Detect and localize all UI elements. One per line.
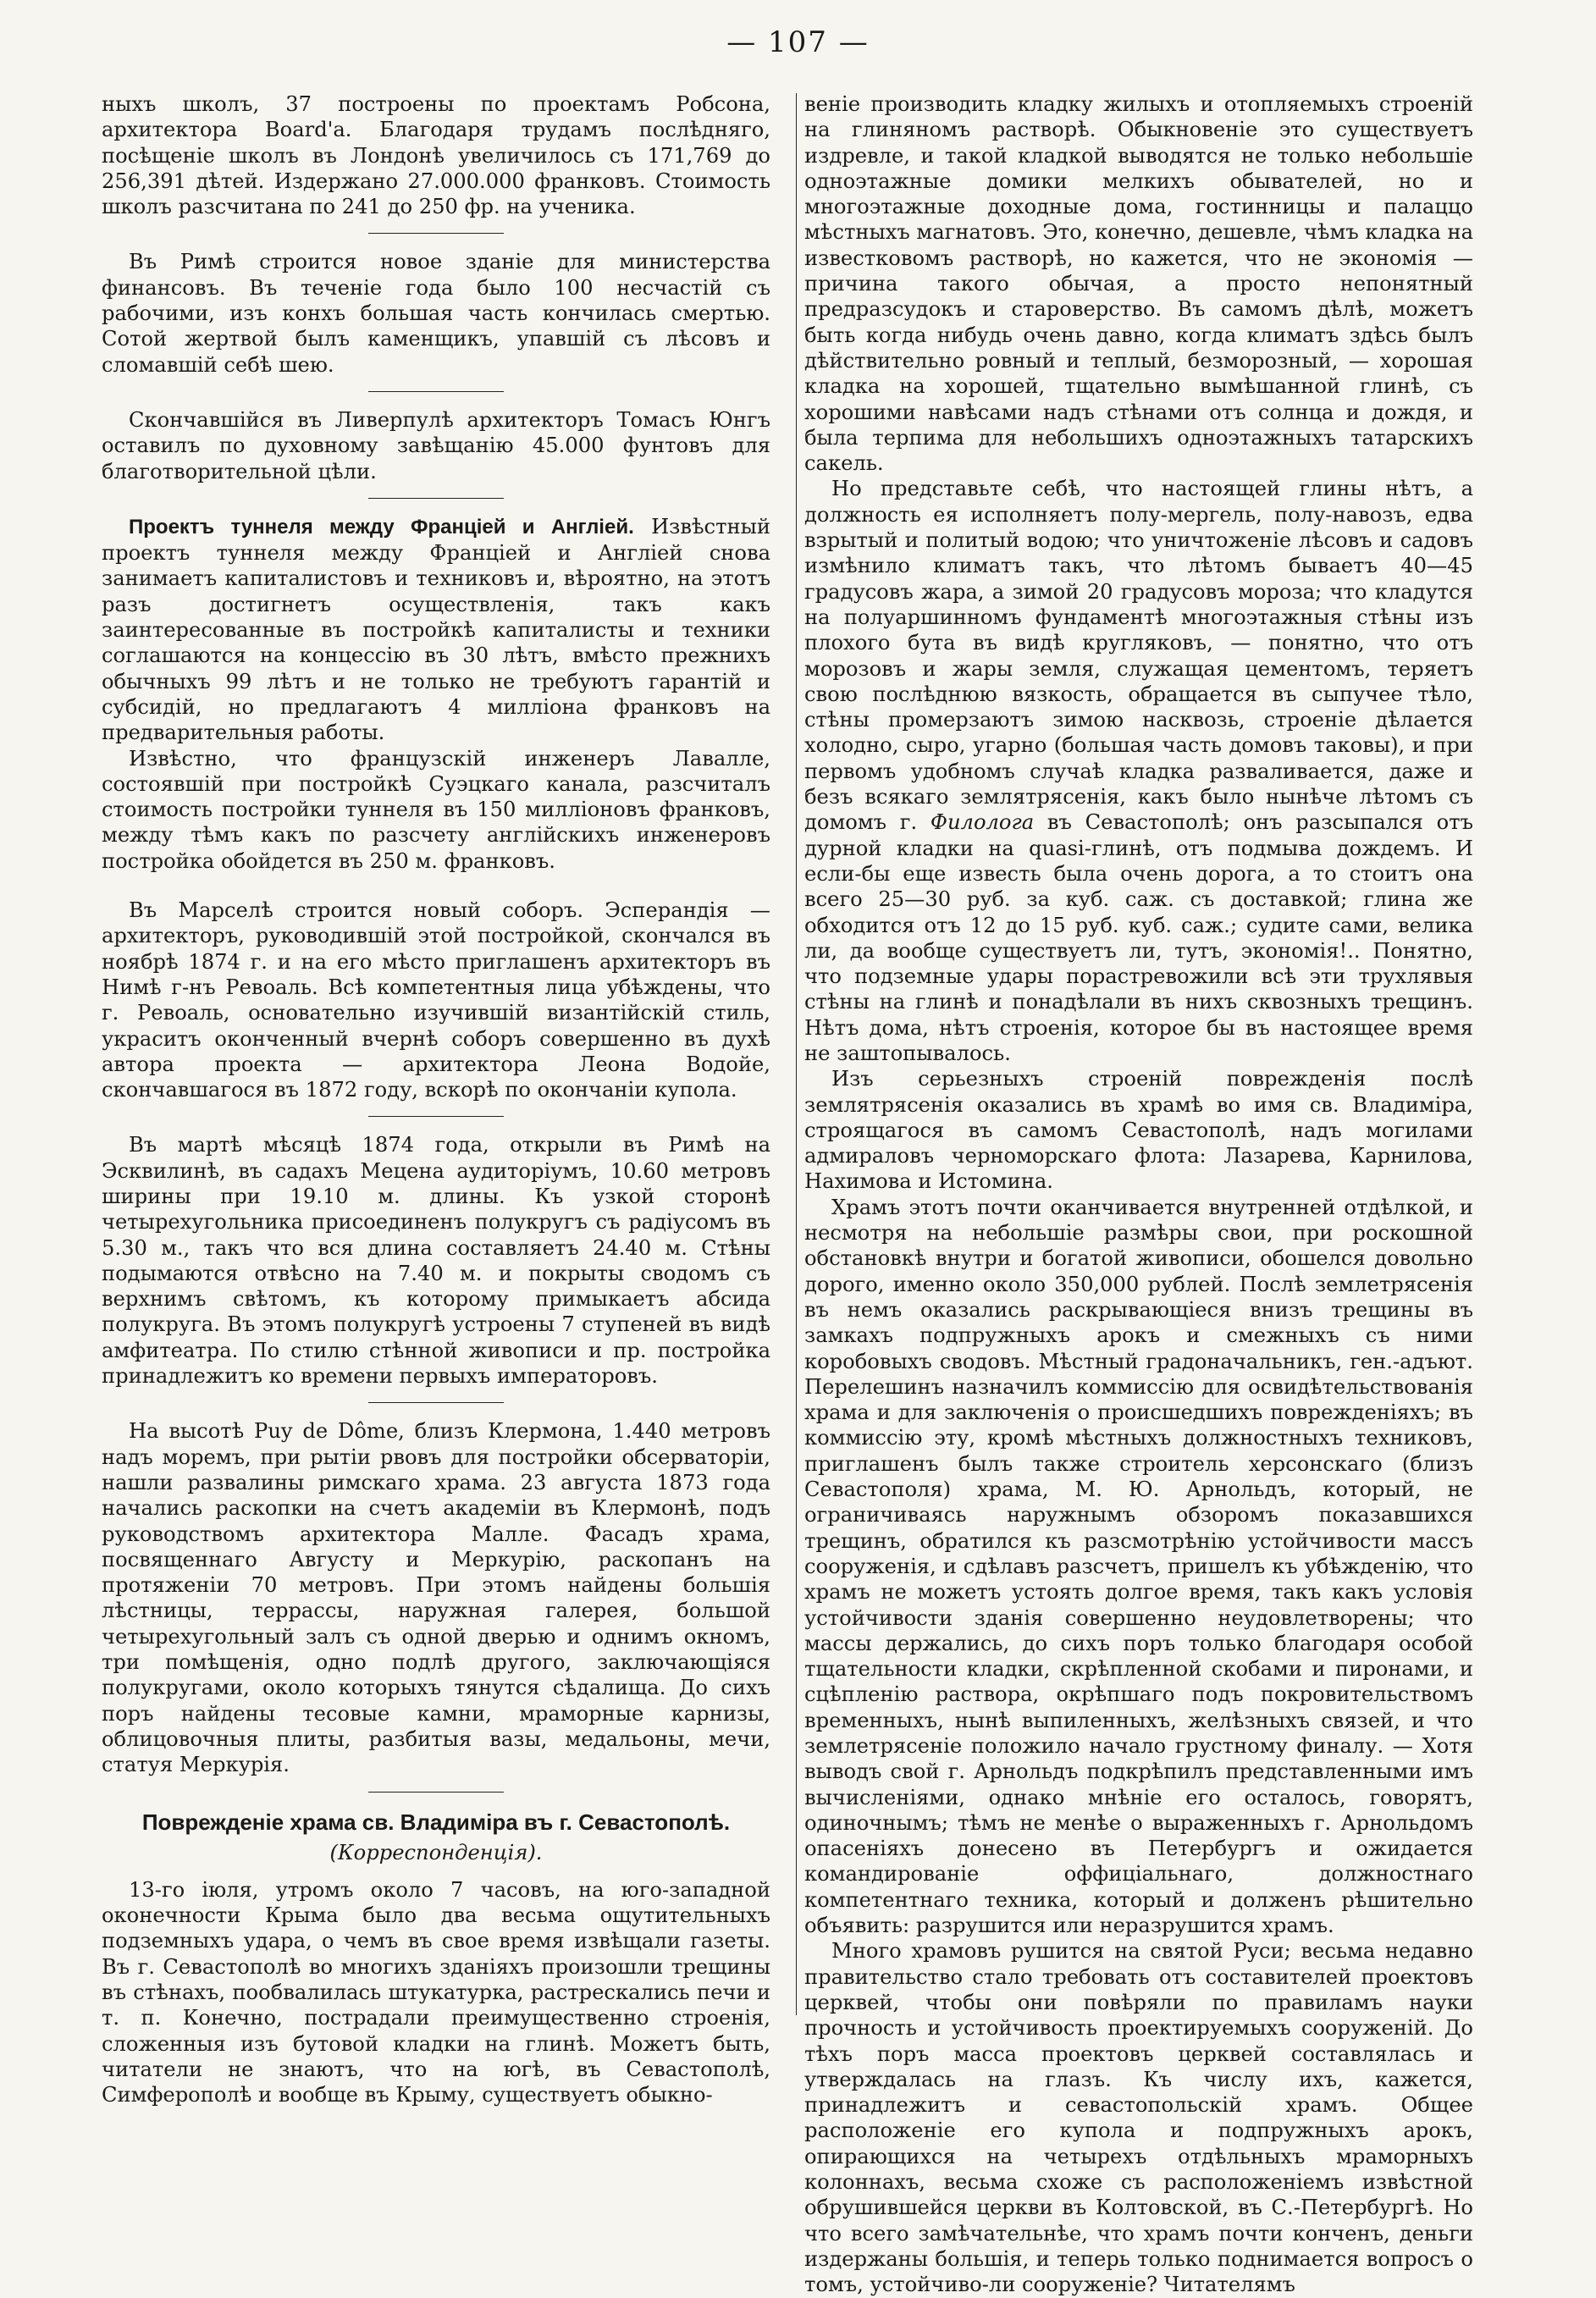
separator-rule: [368, 1792, 504, 1793]
separator-rule: [368, 233, 504, 234]
channel-tunnel-text: Извѣстный проектъ туннеля между Франціей и Англіей снова занимаетъ капиталистовъ и техниковъ и, вѣроятно, на этотъ разъ достигнетъ осуществленія, такъ какъ заинтересованные въ постройкѣ капиталисты и техники соглашаются на концессію въ 30 лѣтъ, вмѣсто прежнихъ обычныхъ 99 лѣтъ и не только не требуютъ гарантій и субсидій, но предлагаютъ 4 милліона франковъ на предварительныя работы.: [102, 514, 770, 745]
left-column: [102, 91, 770, 2107]
paragraph-commission: Храмъ этотъ почти оканчивается внутренней отдѣлкой, и несмотря на небольшіе размѣры свои, при роскошной обстановкѣ внутри и богатой живописи, обошелся довольно дорого, именно около 350,000 рублей. Послѣ землетрясенія въ немъ оказались раскрывающіеся внизъ трещины въ замкахъ подпружныхъ арокъ и смежныхъ съ ними коробовыхъ сводовъ. Мѣстный градоначальникъ, ген.-адъют. Перелешинъ назначилъ коммиссію для освидѣтельствованія храма и для заключенія о происшедшихъ поврежденіяхъ; въ коммиссію эту, кромѣ мѣстныхъ должностныхъ техниковъ, приглашенъ былъ также строитель херсонскаго (близъ Севастополя) храма, М. Ю. Арнольдъ, который, не ограничиваясь наружнымъ обзоромъ показавшихся трещинъ, обратился къ разсмотрѣнію устойчивости массъ сооруженія, и сдѣлавъ разсчетъ, пришелъ къ убѣжденію, что храмъ не можетъ устоять долгое время, такъ какъ условія устойчивости зданія совершенно неудовлетворены; что массы держались, до сихъ поръ только благодаря особой тщательности кладки, скрѣпленной скобами и пиронами, и сцѣпленію раствора, окрѣпшаго подъ покровительствомъ временныхъ, нынѣ выпиленныхъ, желѣзныхъ связей, и что землетрясеніе положило начало грустному финалу. — Хотя выводъ свой г. Арнольдъ подкрѣпилъ представленными имъ вычисленіями, однако мнѣніе его осталось, говорятъ, одиночнымъ; тѣмъ не менѣе о выраженныхъ г. Арнольдомъ опасеніяхъ донесено въ Петербургъ и ожидается командированіе оффиціальнаго, должностнаго компетентнаго техника, который и долженъ рѣшительно объявить: разрушится или неразрушится храмъ.: [804, 1195, 1473, 1938]
paragraph-lavalle-estimate: Извѣстно, что французскій инженеръ Лавалле, состоявшій при постройкѣ Суэцкаго канала, разсчиталъ стоимость постройки туннеля въ 150 милліоновъ франковъ, между тѣмъ какъ по разсчету англійскихъ инженеровъ постройка обойдется въ 250 м. франковъ.: [102, 746, 770, 873]
paragraph-earthquake-start: 13-го іюля, утромъ около 7 часовъ, на юго-западной оконечности Крыма было два весьма ощутительныхъ подземныхъ удара, о чемъ въ свое время извѣщали газеты. Въ г. Севастополѣ во многихъ зданіяхъ произошли трещины въ стѣнахъ, пообвалилась штукатурка, растрескались печи и т. п. Конечно, пострадали преимущественно строенія, сложенныя изъ бутовой кладки на глинѣ. Можетъ быть, читатели не знаютъ, что на югѣ, въ Севастополѣ, Симферополѣ и вообще въ Крыму, существуетъ обыкно-: [102, 1877, 770, 2107]
paragraph-channel-tunnel: [102, 514, 770, 746]
article-subheading: (Корреспонденція).: [329, 1840, 543, 1864]
paragraph-marseille-cathedral: Въ Марселѣ строится новый соборъ. Эсперандія — архитекторъ, руководившій этой постройкой, скончался въ ноябрѣ 1874 г. и на его мѣсто приглашенъ архитекторъ въ Нимѣ г-нъ Ревоаль. Всѣ компетентныя лица убѣждены, что г. Ревоаль, основательно изучившій византійскій стиль, украситъ оконченный вчернѣ соборъ совершенно въ духѣ автора проекта — архитектора Леона Водойе, скончавшагося въ 1872 году, вскорѣ по окончаніи купола.: [102, 898, 770, 1102]
separator-rule: [368, 1116, 504, 1117]
paragraph-puy-de-dome-temple: На высотѣ Puy de Dôme, близъ Клермона, 1.440 метровъ надъ моремъ, при рытіи рвовъ для постройки обсерваторіи, нашли развалины римскаго храма. 23 августа 1873 года начались раскопки на счетъ академіи въ Клермонѣ, подъ руководствомъ архитектора Малле. Фасадъ храма, посвященнаго Августу и Меркурію, раскопанъ на протяженіи 70 метровъ. При этомъ найдены большія лѣстницы, террассы, наружная галерея, большой четырехугольный залъ съ одной дверью и однимъ окномъ, три помѣщенія, одно подлѣ другого, заключающіяся полукругами, около которыхъ тянутся сѣдалища. До сихъ поръ найдены тесовые камни, мраморные карнизы, облицовочныя плиты, разбитыя вазы, медальоны, мечи, статуя Меркурія.: [102, 1419, 770, 1777]
paragraph-esquiline-auditorium: Въ мартѣ мѣсяцѣ 1874 года, открыли въ Римѣ на Эсквилинѣ, въ садахъ Мецена аудиторіумъ, 10.60 метровъ ширины при 19.10 м. длины. Къ узкой сторонѣ четырехугольника присоединенъ полукругъ съ радіусомъ въ 5.30 м., такъ что вся длина составляетъ 24.40 м. Стѣны подымаются отвѣсно на 7.40 м. и покрыты сводомъ съ верхнимъ свѣтомъ, къ которому примыкаетъ абсида полукруга. Въ этомъ полукругѣ устроены 7 ступеней въ видѣ амфитеатра. По стилю стѣнной живописи и пр. постройка принадлежитъ ко времени первыхъ императоровъ.: [102, 1133, 770, 1389]
column-divider: [796, 93, 797, 2015]
paragraph-many-churches: Много храмовъ рушится на святой Руси; весьма недавно правительство стало требовать отъ составителей проектовъ церквей, чтобы они повѣряли по правиламъ науки прочность и устойчивость проектируемыхъ сооруженій. До тѣхъ поръ масса проектовъ церквей составлялась и утверждалась на глазъ. Къ числу ихъ, кажется, принадлежитъ и севастопольскій храмъ. Общее расположеніе его купола и подпружныхъ арокъ, опирающихся на четырехъ отдѣльныхъ мраморныхъ колоннахъ, весьма схоже съ расположеніемъ извѣстной обрушившейся церкви въ Колтовской, въ С.-Петербургѣ. Но что всего замѣчательнѣе, что храмъ почти конченъ, деньги издержаны большія, и теперь только поднимается вопросъ о томъ, устойчиво-ли сооруженіе? Читателямъ: [804, 1939, 1473, 2297]
paragraph-bad-clay: [804, 476, 1473, 1066]
paragraph-rome-ministry: Въ Римѣ строится новое зданіе для министерства финансовъ. Въ теченіе года было 100 несчастій съ рабочими, изъ конхъ большая часть кончилась смертью. Сотой жертвой былъ каменщикъ, упавшій съ лѣсовъ и сломавшій себѣ шею.: [102, 250, 770, 377]
separator-rule: [368, 498, 504, 499]
blank-gap: [102, 874, 770, 898]
paragraph-liverpool-architect: Скончавшійся въ Ливерпулѣ архитекторъ Томасъ Юнгъ оставилъ по духовному завѣщанію 45.000 фунтовъ для благотворительной цѣли.: [102, 407, 770, 483]
bad-clay-text-b: въ Севастополѣ; онъ разсыпался отъ дурной кладки на quasi-глинѣ, отъ подмыва дождемъ. И если-бы еще известь была очень дорога, а то стоитъ она всего 25—30 руб. за куб. саж. съ доставкой; глина же обходится отъ 12 до 15 руб. куб. саж.; судите сами, велика ли, да вообще существуетъ ли, тутъ, экономія!.. Понятно, что подземные удары порастревожили всѣ эти трухлявыя стѣны на глинѣ и понадѣлали въ нихъ сквозныхъ трещинъ. Нѣтъ дома, нѣтъ строенія, которое бы въ настоящее время не заштопывалось.: [804, 810, 1473, 1065]
bad-clay-text-a: Но представьте себѣ, что настоящей глины нѣтъ, а должность ея исполняетъ полу-мергель, полу-навозъ, едва взрытый и политый водою; что уничтоженіе лѣсовъ и садовъ измѣнило климатъ такъ, что лѣтомъ бываетъ 40—45 градусовъ жара, а зимой 20 градусовъ мороза; что кладутся на полуаршинномъ фундаментѣ многоэтажныя стѣны изъ плохого бута въ видѣ кругляковъ, — понятно, что отъ морозовъ и жары земля, служащая цементомъ, теряетъ свою послѣднюю вязкость, обращается въ сыпучее тѣло, стѣны промерзаютъ зимою насквозь, строеніе дѣлается холодно, сыро, угарно (большая часть домовъ таковы), и при первомъ удобномъ случаѣ кладка разваливается, даже и безъ всякаго землятрясенія, какъ было нынѣче лѣтомъ съ домомъ г.: [804, 477, 1473, 835]
paragraph-vladimir-damage: Изъ серьезныхъ строеній поврежденія послѣ землятрясенія оказались въ храмѣ во имя св. Владиміра, строящагося въ самомъ Севастополѣ, надъ могилами адмираловъ черноморскаго флота: Лазарева, Карнилова, Нахимова и Истомина.: [804, 1067, 1473, 1194]
paragraph-clay-masonry: веніе производить кладку жилыхъ и отопляемыхъ строеній на глиняномъ растворѣ. Обыкновеніе это существуетъ издревле, и такой кладкой выводятся не только небольшіе одноэтажные домики мелкихъ обывателей, но и многоэтажные доходные дома, гостинницы и палаццо мѣстныхъ магнатовъ. Это, конечно, дешевле, чѣмъ кладка на известковомъ растворѣ, но кажется, что не экономія — причина такого обычая, а просто непонятный предразсудокъ и староверство. Въ самомъ дѣлѣ, можетъ быть когда нибудь очень давно, когда климатъ здѣсь былъ дѣйствительно ровный и теплый, безморозный, — хорошая кладка на хорошей, тщательно вымѣшанной глинѣ, съ хорошими навѣсами надъ стѣнами отъ солнца и дождя, и была терпима для небольшихъ одноэтажныхъ татарскихъ сакель.: [804, 92, 1473, 476]
separator-rule: [368, 1402, 504, 1403]
page-number: — 107 —: [726, 25, 870, 59]
article-heading: Поврежденіе храма св. Владиміра въ г. Севастополѣ.: [141, 1809, 731, 1835]
paragraph-london-schools: ныхъ школъ, 37 построены по проектамъ Робсона, архитектора Board'а. Благодаря трудамъ послѣдняго, посѣщеніе школъ въ Лондонѣ увеличилось съ 171,769 до 256,391 дѣтей. Издержано 27.000.000 франковъ. Стоимость школъ разсчитана по 241 до 250 фр. на ученика.: [102, 92, 770, 219]
separator-rule: [368, 391, 504, 392]
right-column: [804, 91, 1473, 2298]
channel-tunnel-heading: Проектъ туннеля между Франціей и Англіей.: [129, 515, 634, 539]
bad-clay-name: Филолога: [930, 810, 1035, 835]
